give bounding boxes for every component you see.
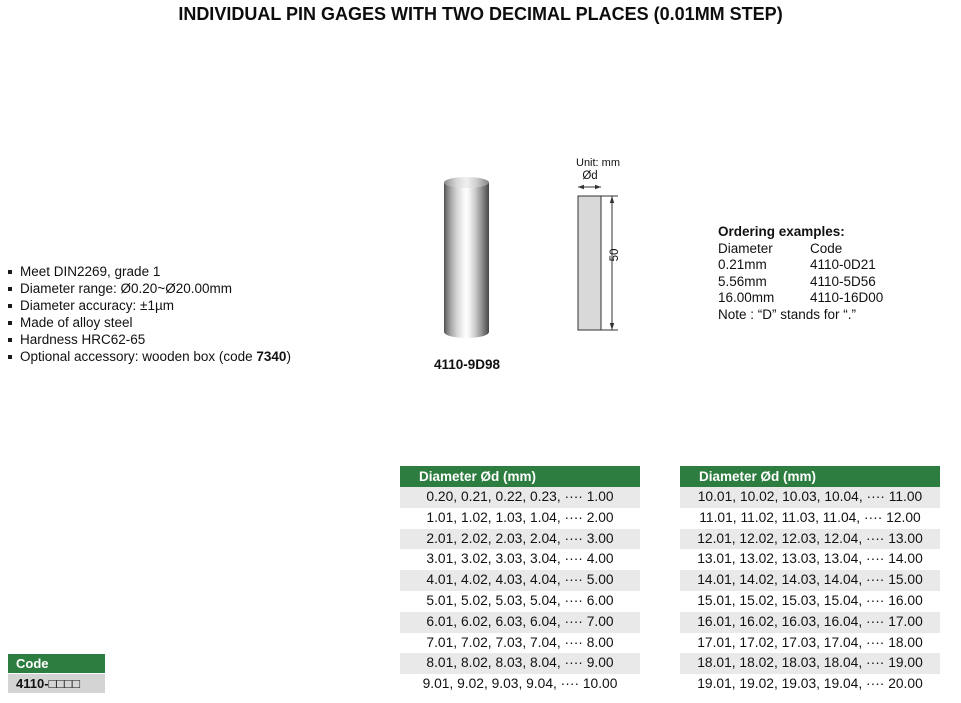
ordering-header-row [718, 241, 953, 258]
table-row: 17.01, 17.02, 17.03, 17.04, ···· 18.00 [697, 634, 923, 650]
table-row: 1.01, 1.02, 1.03, 1.04, ···· 2.00 [426, 509, 614, 525]
pin-gage-image [444, 177, 489, 342]
code-label: Code [8, 654, 105, 673]
feature-text-suffix: ) [286, 349, 291, 365]
bullet-icon [8, 355, 12, 359]
table-row: 4.01, 4.02, 4.03, 4.04, ···· 5.00 [400, 570, 640, 591]
diameter-table-left [400, 466, 640, 695]
feature-text: Meet DIN2269, grade 1 [20, 264, 161, 279]
ordering-examples [718, 224, 953, 324]
ordering-code: 4110-0D21 [810, 257, 876, 273]
table-header: Diameter Ød (mm) [400, 466, 640, 487]
accessory-code: 7340 [256, 349, 287, 365]
unit-label: Unit: mm [576, 157, 620, 169]
bullet-icon [8, 338, 12, 342]
code-block [8, 654, 105, 693]
feature-text: Diameter accuracy: ±1µm [20, 298, 174, 314]
table-row: 7.01, 7.02, 7.03, 7.04, ···· 8.00 [426, 634, 614, 650]
features-list [8, 265, 388, 368]
ordering-row [718, 274, 953, 291]
ordering-col-diameter: Diameter [718, 240, 773, 256]
bullet-icon [8, 321, 12, 325]
table-row: 15.01, 15.02, 15.03, 15.04, ···· 16.00 [697, 592, 923, 608]
table-row: 13.01, 13.02, 13.03, 13.04, ···· 14.00 [697, 551, 923, 567]
table-row: 16.01, 16.02, 16.03, 16.04, ···· 17.00 [680, 612, 940, 633]
pin-model-label: 4110-9D98 [433, 357, 501, 372]
table-row: 5.01, 5.02, 5.03, 5.04, ···· 6.00 [426, 592, 614, 608]
table-header: Diameter Ød (mm) [680, 466, 940, 487]
feature-item [8, 333, 388, 347]
table-row: 10.01, 10.02, 10.03, 10.04, ···· 11.00 [680, 487, 940, 508]
code-value: 4110-□□□□ [8, 674, 105, 693]
table-row: 8.01, 8.02, 8.03, 8.04, ···· 9.00 [400, 653, 640, 674]
bullet-icon [8, 304, 12, 308]
feature-item [8, 316, 388, 330]
height-dim-label: 50 [609, 248, 621, 262]
feature-item [8, 265, 388, 279]
ordering-code: 4110-5D56 [810, 273, 876, 289]
feature-text [20, 350, 291, 364]
pin-top-cap [444, 177, 489, 188]
pin-body [444, 182, 489, 338]
feature-text: Hardness HRC62-65 [20, 332, 146, 348]
bullet-icon [8, 287, 12, 291]
feature-item [8, 282, 388, 296]
ordering-code: 4110-16D00 [810, 290, 884, 306]
table-row: 14.01, 14.02, 14.03, 14.04, ···· 15.00 [680, 570, 940, 591]
feature-text: Made of alloy steel [20, 315, 133, 331]
ordering-diameter: 5.56mm [718, 273, 767, 289]
ordering-row [718, 290, 953, 307]
page-title: INDIVIDUAL PIN GAGES WITH TWO DECIMAL PLACES (0.01MM STEP) [178, 4, 783, 24]
table-row: 3.01, 3.02, 3.03, 3.04, ···· 4.00 [426, 551, 614, 567]
ordering-diameter: 16.00mm [718, 290, 775, 306]
table-row: 11.01, 11.02, 11.03, 11.04, ···· 12.00 [699, 509, 921, 525]
feature-item-optional-accessory [8, 350, 388, 364]
feature-item [8, 299, 388, 313]
table-row: 6.01, 6.02, 6.03, 6.04, ···· 7.00 [400, 612, 640, 633]
ordering-title: Ordering examples: [718, 224, 845, 239]
bullet-icon [8, 270, 12, 274]
ordering-col-code: Code [810, 240, 843, 256]
table-row: 12.01, 12.02, 12.03, 12.04, ···· 13.00 [680, 529, 940, 550]
table-row: 2.01, 2.02, 2.03, 2.04, ···· 3.00 [400, 529, 640, 550]
ordering-row [718, 257, 953, 274]
feature-text-prefix: Optional accessory: wooden box (code [20, 349, 257, 365]
feature-text: Diameter range: Ø0.20~Ø20.00mm [20, 281, 232, 297]
ordering-note: Note : “D” stands for “.” [718, 306, 857, 322]
ordering-diameter: 0.21mm [718, 257, 767, 273]
table-row: 0.20, 0.21, 0.22, 0.23, ···· 1.00 [400, 487, 640, 508]
diameter-dim-label: Ød [582, 170, 598, 182]
diameter-table-right [680, 466, 940, 695]
table-row: 18.01, 18.02, 18.03, 18.04, ···· 19.00 [680, 653, 940, 674]
table-row: 19.01, 19.02, 19.03, 19.04, ···· 20.00 [697, 676, 923, 692]
table-row: 9.01, 9.02, 9.03, 9.04, ···· 10.00 [422, 676, 618, 692]
